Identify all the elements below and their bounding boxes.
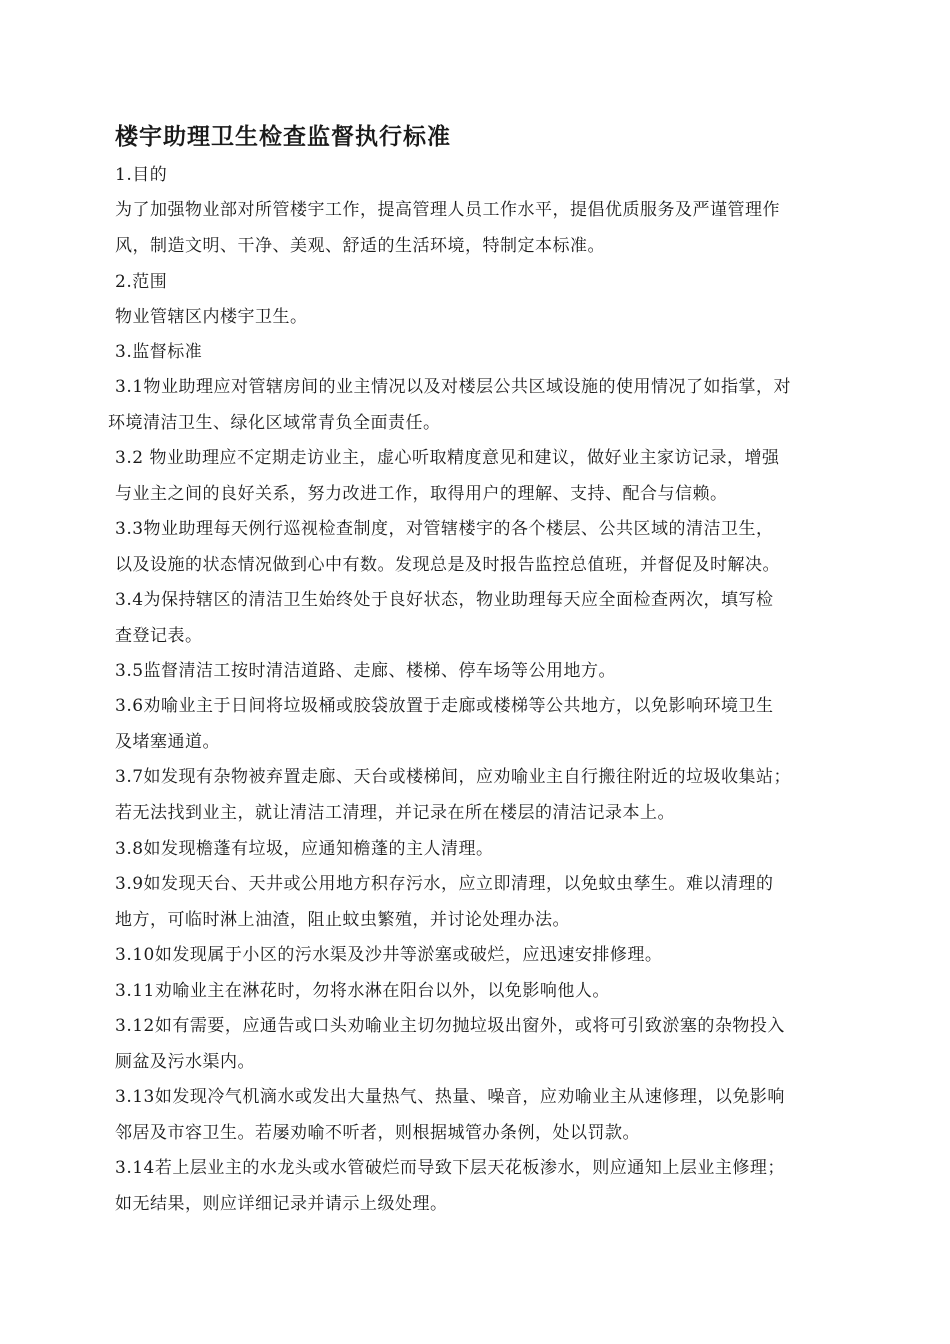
paragraph-line: 3.7如发现有杂物被弃置走廊、天台或楼梯间，应劝喻业主自行搬往附近的垃圾收集站； — [115, 767, 792, 787]
paragraph-line: 地方，可临时淋上油渣，阻止蚊虫繁殖，并讨论处理办法。 — [115, 910, 570, 930]
paragraph-line: 3.10如发现属于小区的污水渠及沙井等淤塞或破烂，应迅速安排修理。 — [115, 945, 663, 965]
paragraph-line: 厕盆及污水渠内。 — [115, 1052, 255, 1072]
paragraph-line: 如无结果，则应详细记录并请示上级处理。 — [115, 1194, 448, 1214]
heading-scope: 2.范围 — [115, 272, 168, 292]
paragraph-line: 3.9如发现天台、天井或公用地方积存污水，应立即清理，以免蚊虫孳生。难以清理的 — [115, 874, 774, 894]
paragraph-line: 为了加强物业部对所管楼宇工作，提高管理人员工作水平，提倡优质服务及严谨管理作 — [115, 200, 780, 220]
paragraph-line: 3.6劝喻业主于日间将垃圾桶或胶袋放置于走廊或楼梯等公共地方，以免影响环境卫生 — [115, 696, 774, 716]
paragraph-line: 若无法找到业主，就让清洁工清理，并记录在所在楼层的清洁记录本上。 — [115, 803, 675, 823]
paragraph-line: 风，制造文明、干净、美观、舒适的生活环境，特制定本标准。 — [115, 236, 605, 256]
paragraph-line: 3.1物业助理应对管辖房间的业主情况以及对楼层公共区域设施的使用情况了如指掌，对 — [115, 377, 792, 397]
paragraph-line: 查登记表。 — [115, 626, 203, 646]
paragraph-line: 及堵塞通道。 — [115, 732, 220, 752]
paragraph-line: 3.2 物业助理应不定期走访业主，虚心听取精度意见和建议，做好业主家访记录，增强 — [115, 448, 780, 468]
paragraph-line: 3.3物业助理每天例行巡视检查制度，对管辖楼宇的各个楼层、公共区域的清洁卫生， — [115, 519, 774, 539]
heading-purpose: 1.目的 — [115, 165, 168, 185]
document-title: 楼宇助理卫生检查监督执行标准 — [115, 124, 451, 150]
heading-standards: 3.监督标准 — [115, 342, 203, 362]
paragraph-line: 3.4为保持辖区的清洁卫生始终处于良好状态，物业助理每天应全面检查两次，填写检 — [115, 590, 774, 610]
paragraph-line: 3.14若上层业主的水龙头或水管破烂而导致下层天花板渗水，则应通知上层业主修理； — [115, 1158, 785, 1178]
paragraph-line: 物业管辖区内楼宇卫生。 — [115, 307, 308, 327]
paragraph-line: 3.12如有需要，应通告或口头劝喻业主切勿抛垃圾出窗外，或将可引致淤塞的杂物投入 — [115, 1016, 785, 1036]
paragraph-line: 邻居及市容卫生。若屡劝喻不听者，则根据城管办条例，处以罚款。 — [115, 1123, 640, 1143]
paragraph-line: 3.11劝喻业主在淋花时，勿将水淋在阳台以外，以免影响他人。 — [115, 981, 610, 1001]
paragraph-line: 以及设施的状态情况做到心中有数。发现总是及时报告监控总值班，并督促及时解决。 — [115, 555, 780, 575]
paragraph-line: 3.13如发现冷气机滴水或发出大量热气、热量、噪音，应劝喻业主从速修理，以免影响 — [115, 1087, 785, 1107]
paragraph-line: 3.5监督清洁工按时清洁道路、走廊、楼梯、停车场等公用地方。 — [115, 661, 617, 681]
paragraph-line: 3.8如发现檐蓬有垃圾，应通知檐蓬的主人清理。 — [115, 839, 494, 859]
paragraph-line: 与业主之间的良好关系，努力改进工作，取得用户的理解、支持、配合与信赖。 — [115, 484, 728, 504]
paragraph-line: 环境清洁卫生、绿化区域常青负全面责任。 — [108, 413, 441, 433]
